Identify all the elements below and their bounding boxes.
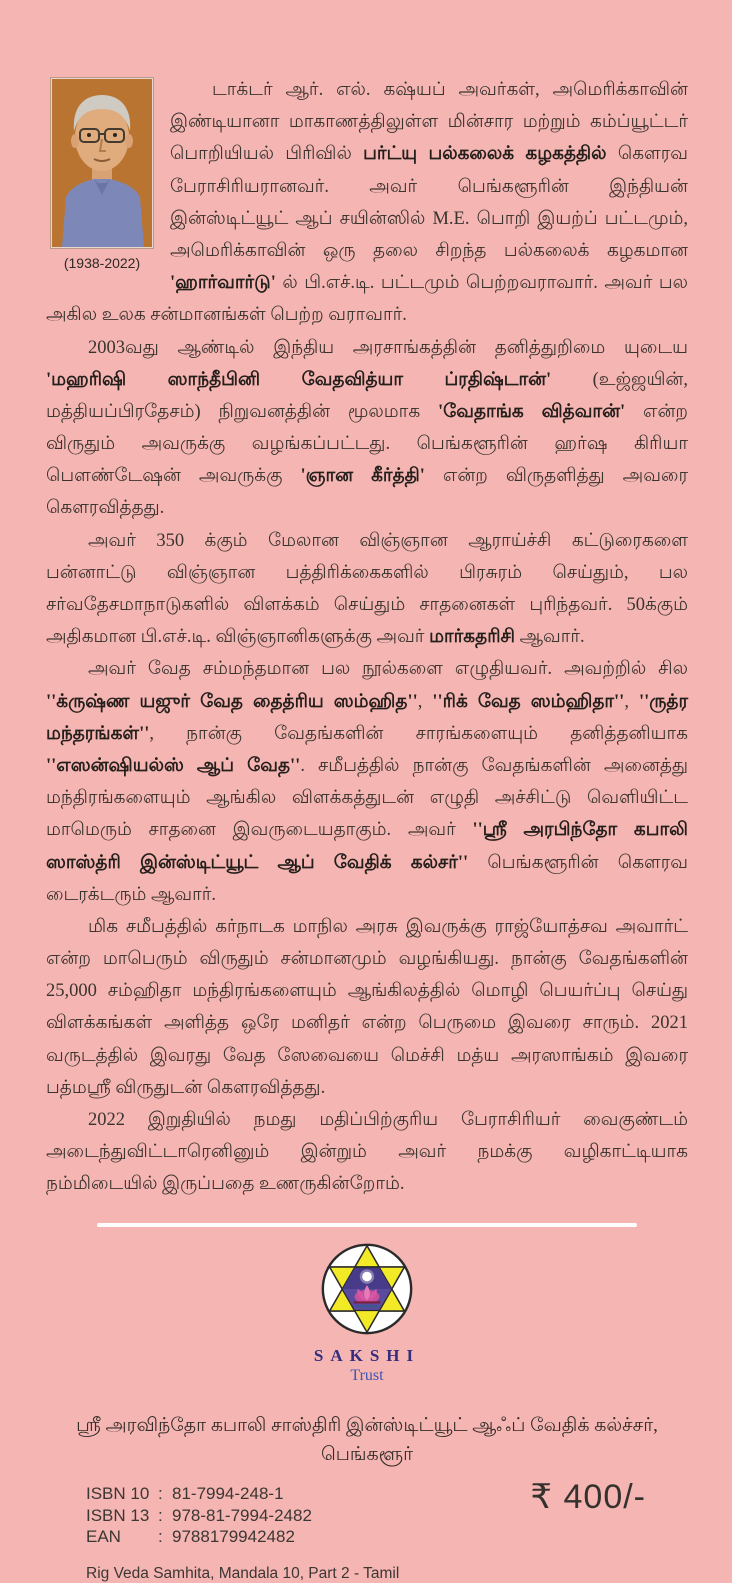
isbn-row-label: EAN <box>86 1526 121 1546</box>
bio-paragraph: அவர் 350 க்கும் மேலான விஞ்ஞான ஆராய்ச்சி கட்டுரைகளை பன்னாட்டு விஞ்ஞான பத்திரிக்கைகளில் பிரசுரம் செய்தும், பல சர்வதேசமாநாடுகளில் விளக்கம் செய்தும் சாதனைகள் புரிந்தவர். 50க்கும் அதிகமான பி.எச்.டி. விஞ்ஞானிகளுக்கு அவர் மார்கதரிசி ஆவார். <box>46 530 688 648</box>
bio-paragraph: 2003வது ஆண்டில் இந்திய அரசாங்கத்தின் தனித்துறிமை யுடைய 'மஹரிஷி ஸாந்தீபினி வேதவித்யா ப்ரதிஷ்டான்' (உஜ்ஜயின், மத்தியப்பிரதேசம்) நிறுவனத்தின் மூலமாக 'வேதாங்க வித்வான்' என்ற விருதும் அவருக்கு வழங்கப்பட்டது. பெங்களூரின் ஹர்ஷ கிரியா பௌண்டேஷன் அவருக்கு 'ஞான கீர்த்தி' என்ற விருதளித்து அவரை கௌரவித்தது. <box>46 337 688 519</box>
bottom-block <box>46 1478 688 1582</box>
isbn-row-value: 978-81-7994-2482 <box>172 1505 312 1525</box>
publisher-line2: பெங்களூர் <box>320 1444 414 1465</box>
isbn-row-colon: : <box>158 1505 163 1525</box>
author-photo <box>51 78 153 248</box>
trust-logo-block <box>46 1241 688 1385</box>
isbn-row-label: ISBN 13 <box>86 1505 150 1525</box>
bio-paragraph: 2022 இறுதியில் நமது மதிப்பிற்குரிய பேராசிரியர் வைகுண்டம் அடைந்துவிட்டாரெனினும் இன்றும் அவர் நமக்கு வழிகாட்டியாக நம்மிடையில் இருப்பதை உணருகின்றோம். <box>46 1110 688 1195</box>
isbn-row-value: 9788179942482 <box>172 1526 295 1546</box>
isbn-row-colon: : <box>158 1526 163 1546</box>
book-title-footer: Rig Veda Samhita, Mandala 10, Part 2 - Tamil <box>86 1564 400 1582</box>
publisher-block <box>46 1411 688 1470</box>
sakshi-trust-logo-icon <box>319 1241 415 1337</box>
bio-paragraph: டாக்டர் ஆர். எல். கஷ்யப் அவர்கள், அமெரிக்காவின் இண்டியானா மாகாணத்திலுள்ள மின்சார மற்றும் கம்ப்யூட்டர் பொறியியல் பிரிவில் பர்ட்யு பல்கலைக் கழகத்தில் கௌரவ பேராசிரியரானவர். அவர் பெங்களூரின் இந்தியன் இன்ஸ்டிட்யூட் ஆப் சயின்ஸில் M.E. பொறி இயற்ப் பட்டமும், அமெரிக்காவின் ஒரு தலை சிறந்த பல்கலைக் கழகமான 'ஹார்வார்டு' ல் பி.எச்.டி. பட்டமும் பெற்றவராவார். அவர் பல அகில உலக சன்மானங்கள் பெற்ற வராவார். <box>46 80 689 326</box>
trust-name-label: SAKSHI <box>313 1345 421 1365</box>
price-label: ₹ 400/- <box>530 1478 646 1517</box>
author-photo-box <box>50 78 154 275</box>
publisher-line1: ஸ்ரீ அரவிந்தோ கபாலி சாஸ்திரி இன்ஸ்டிட்யூட் ஆஃப் வேதிக் கல்ச்சர், <box>76 1414 658 1436</box>
author-portrait-illustration <box>52 79 152 247</box>
isbn-row <box>86 1526 688 1547</box>
divider-rule <box>97 1223 637 1227</box>
isbn-row-label: ISBN 10 <box>86 1484 150 1504</box>
bio-paragraph: அவர் வேத சம்மந்தமான பல நூல்களை எழுதியவர். அவற்றில் சில ''க்ருஷ்ண யஜுர் வேத தைத்ரிய ஸம்ஹித'', ''ரிக் வேத ஸம்ஹிதா'', ''ருத்ர மந்தரங்கள்'', நான்கு வேதங்களின் சாரங்களையும் தனித்தனியாக ''எஸன்ஷியல்ஸ் ஆப் வேத''. சமீபத்தில் நான்கு வேதங்களின் அனைத்து மந்திரங்களையும் ஆங்கில விளக்கத்துடன் எழுதி அச்சிட்டு வெளியிட்ட மாமெரும் சாதனை இவருடையதாகும். அவர் ''ஸ்ரீ அரபிந்தோ கபாலி ஸாஸ்த்ரி இன்ஸ்டிட்யூட் ஆப் வேதிக் கல்சர்'' பெங்களூரின் கௌரவ டைரக்டரும் ஆவார். <box>46 659 689 905</box>
bio-paragraph: மிக சமீபத்தில் கர்நாடக மாநில அரசு இவருக்கு ராஜ்யோத்சவ அவார்ட் என்ற மாபெரும் விருதும் சன்மானமும் வழங்கியது. நான்கு வேதங்களின் 25,000 சம்ஹிதா மந்திரங்களையும் ஆங்கிலத்தில் மொழி பெயர்ப்பு செய்து விளக்கங்கள் அளித்த ஒரே மனிதர் என்ற பெருமை இவரை சாரும். 2021 வருடத்தில் இவரது வேத ஸேவையை மெச்சி மத்ய அரஸாங்கம் இவரை பத்மஸ்ரீ விருதுடன் கௌரவித்தது. <box>46 916 688 1098</box>
bio-paragraphs <box>46 74 688 1201</box>
isbn-row-colon: : <box>158 1484 163 1504</box>
isbn-row-value: 81-7994-248-1 <box>172 1484 284 1504</box>
author-lifespan-caption: (1938-2022) <box>63 255 141 271</box>
trust-sub-label: Trust <box>350 1366 384 1384</box>
